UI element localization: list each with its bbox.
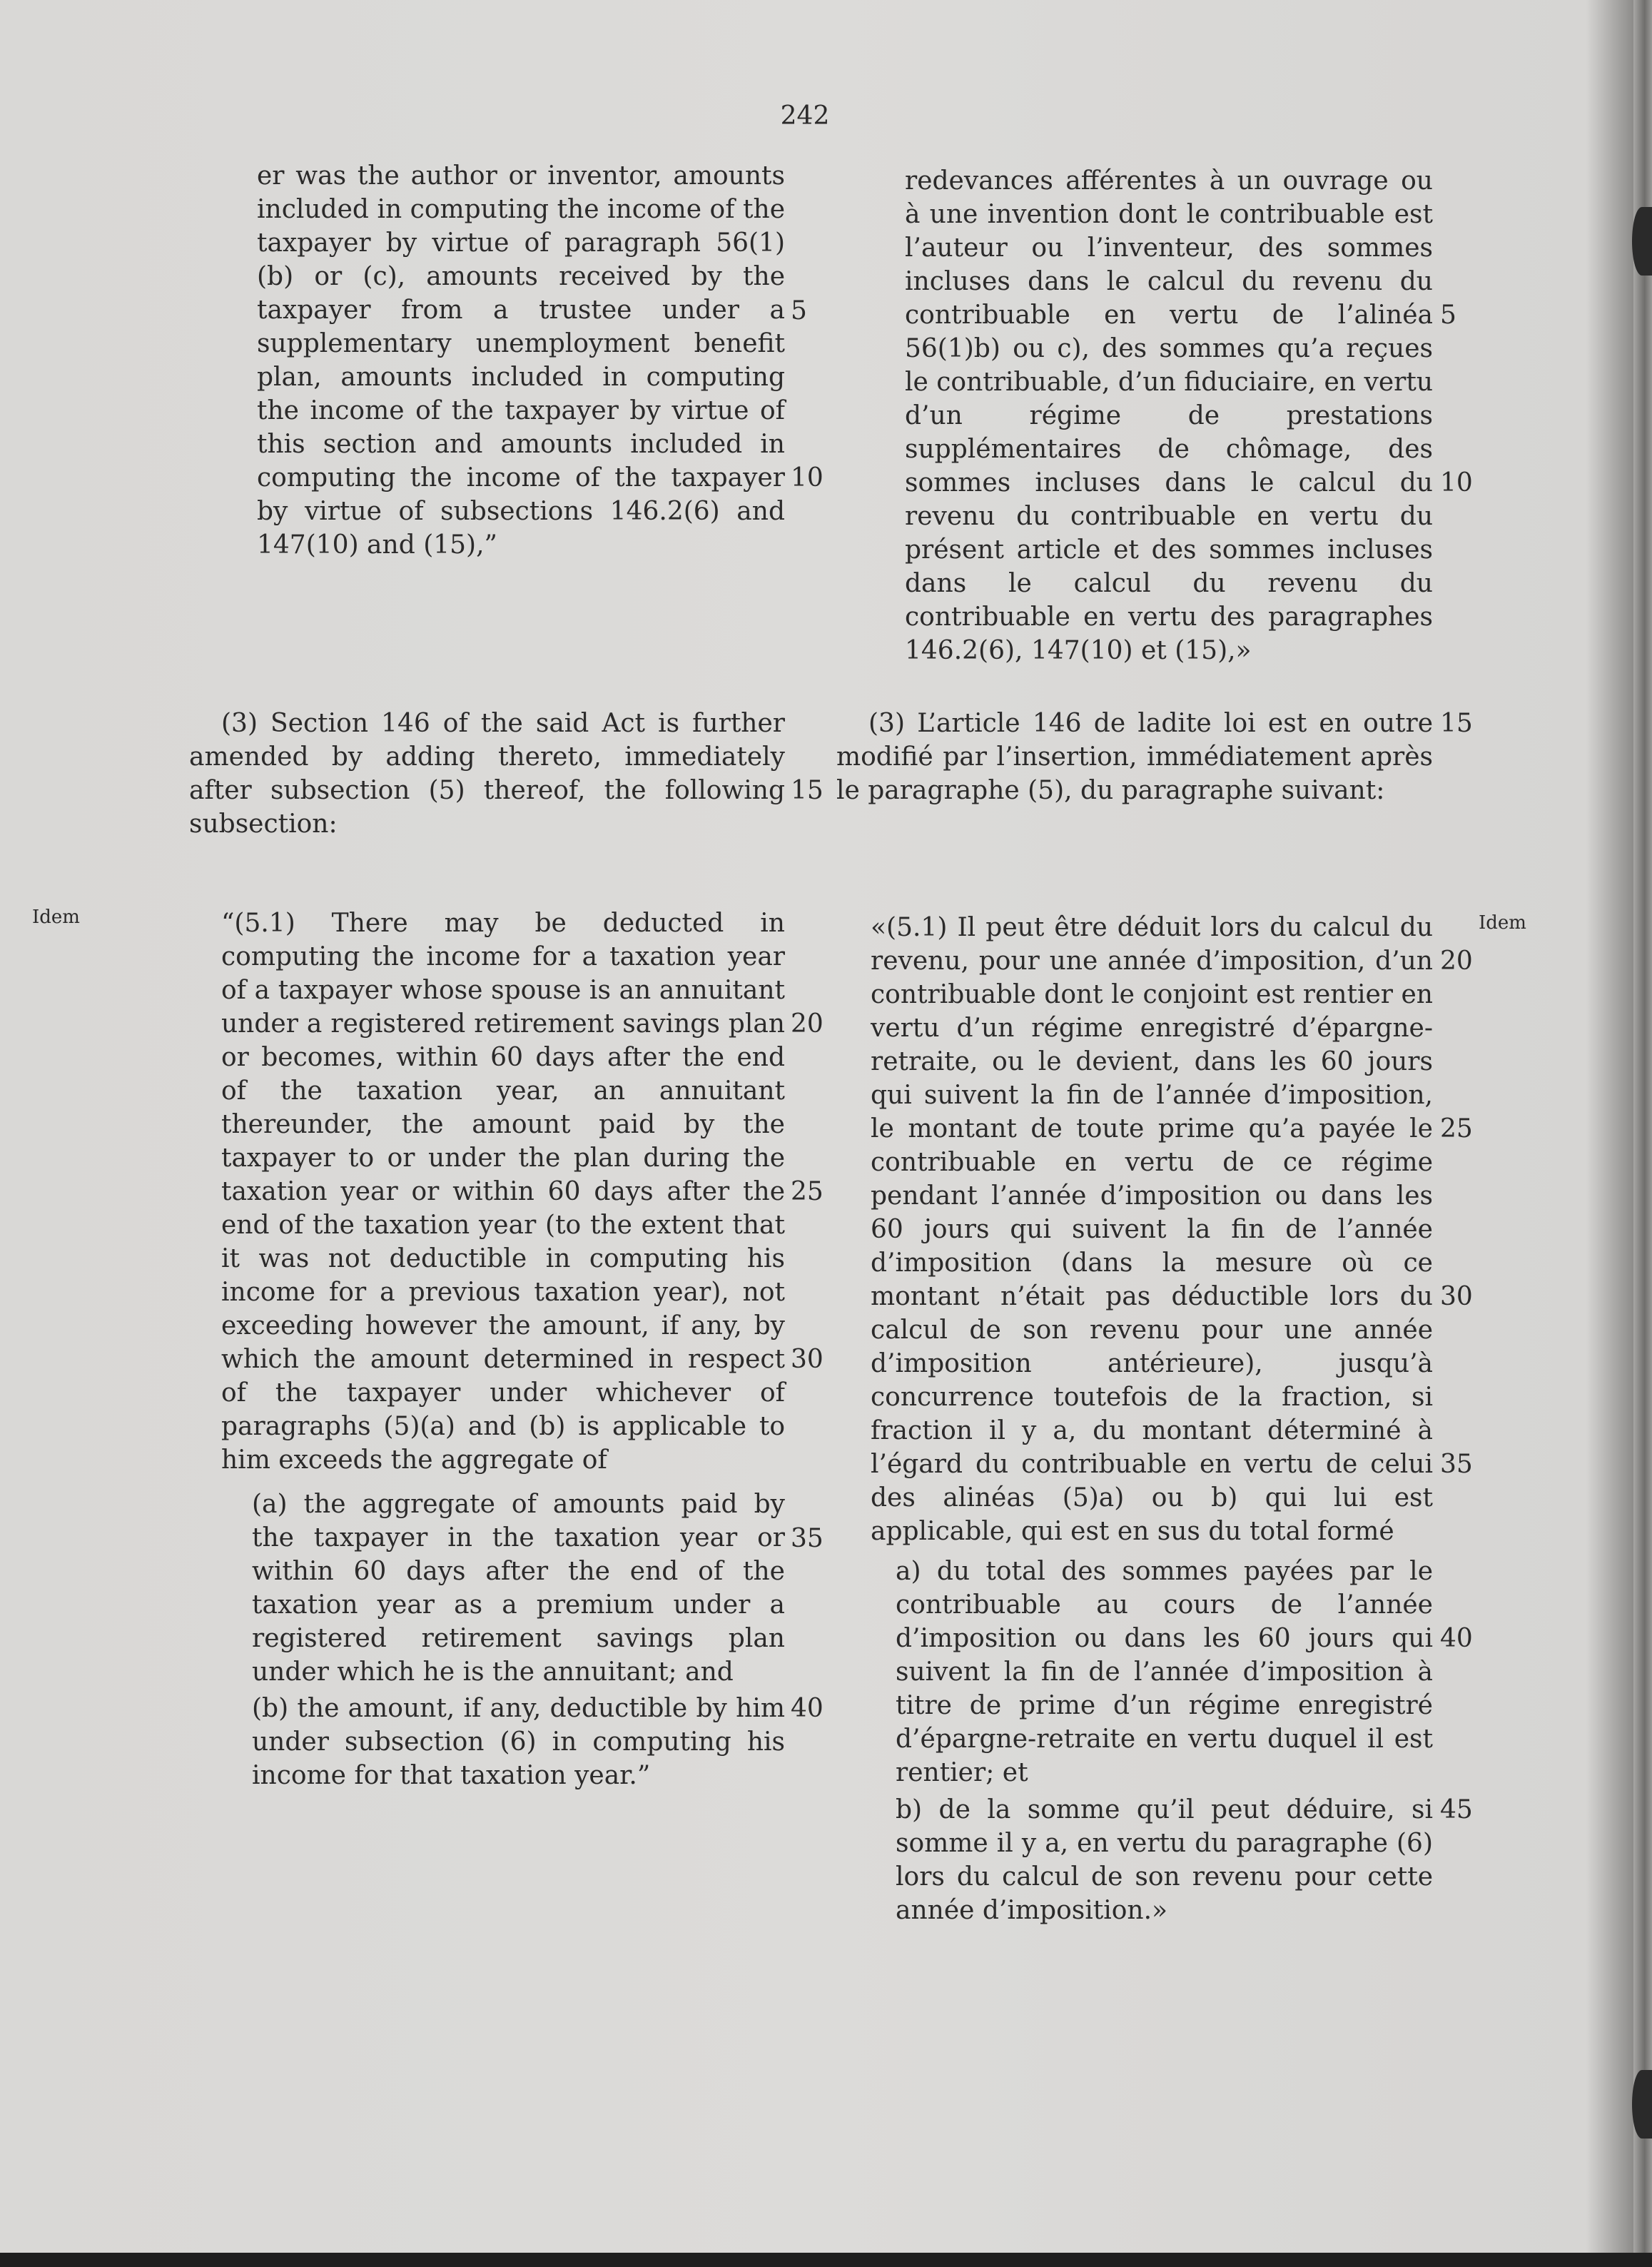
scan-bottom-strip — [0, 2253, 1652, 2267]
french-text: (3) L’article 146 de ladite loi est en outre modifié par l’insertion, immédiatement après le paragraphe (5), du paragraphe suivant: — [836, 709, 1433, 805]
english-amendment-clause — [189, 707, 785, 841]
french-text: a) du total des sommes payées par le contribuable au cours de l’année d’imposition ou dans les 60 jours qui suivent la fin de l’année d’imposition à titre de prime d’un régime enregistré d’épargne-retraite en vertu duquel il est rentier; et — [896, 1557, 1433, 1787]
margin-note-right: Idem — [1479, 912, 1526, 934]
line-number: 10 — [1440, 468, 1473, 498]
french-paragraph-continued — [905, 164, 1433, 667]
english-paragraph-a — [252, 1488, 785, 1689]
page-edge-shadow — [1633, 0, 1652, 2267]
line-number: 25 — [1440, 1114, 1473, 1143]
english-text: er was the author or inventor, amounts included in computing the income of the taxpayer by virtue of paragraph 56(1)(b) or (c), amounts received by the taxpayer from a trustee under a supplementary unemployment benefit plan, amounts included in computing the income of the taxpayer by virtue of this section and amounts included in computing the income of the taxpayer by virtue of subsections 146.2(6) and 147(10) and (15),” — [257, 161, 785, 560]
english-paragraph-continued — [257, 159, 785, 562]
line-number: 25 — [791, 1177, 824, 1206]
english-text: (a) the aggregate of amounts paid by the taxpayer in the taxation year or within 60 days after the end of the taxation year as a premium under a registered retirement savings plan under which he is the annuitant; and — [252, 1490, 785, 1687]
line-number: 30 — [1440, 1282, 1473, 1311]
page-number: 242 — [780, 101, 830, 131]
french-text: redevances afférentes à un ouvrage ou à une invention dont le contribuable est l’auteur ou l’inventeur, des sommes incluses dans le calcul du revenu du contribuable en vertu de l’alinéa 56(1)b) ou c), des sommes qu’a reçues le contribuable, d’un fiduciaire, en vertu d’un régime de prestations supplémentaires de chômage, des sommes incluses dans le calcul du revenu du contribuable en vertu du présent article et des sommes incluses dans le calcul du revenu du contribuable en vertu des paragraphes 146.2(6), 147(10) et (15),» — [905, 166, 1433, 665]
french-amendment-clause — [836, 707, 1433, 807]
french-text: b) de la somme qu’il peut déduire, si somme il y a, en vertu du paragraphe (6) lors du calcul de son revenu pour cette année d’imposition.» — [896, 1795, 1433, 1925]
binder-hole-bottom — [1632, 2070, 1652, 2139]
line-number: 20 — [791, 1009, 824, 1039]
english-text: (3) Section 146 of the said Act is further amended by adding thereto, immediately after subsection (5) thereof, the following subsection: — [189, 709, 785, 839]
line-number: 15 — [1440, 709, 1473, 738]
french-paragraph-a — [896, 1555, 1433, 1789]
french-subsection-5-1 — [871, 911, 1433, 1548]
french-text: «(5.1) Il peut être déduit lors du calcul du revenu, pour une année d’imposition, d’un contribuable dont le conjoint est rentier en vertu d’un régime enregistré d’épargne-retraite, ou le devient, dans les 60 jours qui suivent la fin de l’année d’imposition, le montant de toute prime qu’a payée le contribuable en vertu de ce régime pendant l’année d’imposition ou dans les 60 jours qui suivent la fin de l’année d’imposition (dans la mesure où ce montant n’était pas déductible lors du calcul de son revenu pour une année d’imposition antérieure), jusqu’à concurrence toutefois de la fraction, si fraction il y a, du montant déterminé à l’égard du contribuable en vertu de celui des alinéas (5)a) ou b) qui lui est applicable, qui est en sus du total formé — [871, 913, 1433, 1546]
line-number: 15 — [791, 776, 824, 805]
line-number: 20 — [1440, 946, 1473, 976]
line-number: 35 — [791, 1524, 824, 1553]
line-number: 10 — [791, 463, 824, 493]
line-number: 5 — [791, 296, 807, 325]
english-text: (b) the amount, if any, deductible by him under subsection (6) in computing his income for that taxation year.” — [252, 1694, 785, 1790]
line-number: 5 — [1440, 301, 1456, 330]
english-subsection-5-1 — [221, 907, 785, 1477]
line-number: 40 — [791, 1694, 824, 1723]
french-paragraph-b — [896, 1793, 1433, 1927]
english-text: “(5.1) There may be deducted in computing the income for a taxation year of a taxpayer whose spouse is an annuitant under a registered retirement savings plan or becomes, within 60 days after the end of the taxation year, an annuitant thereunder, the amount paid by the taxpayer to or under the plan during the taxation year or within 60 days after the end of the taxation year (to the extent that it was not deductible in computing his income for a previous taxation year), not exceeding however the amount, if any, by which the amount determined in respect of the taxpayer under whichever of paragraphs (5)(a) and (b) is applicable to him exceeds the aggregate of — [221, 909, 785, 1475]
line-number: 35 — [1440, 1450, 1473, 1479]
margin-note-left: Idem — [32, 907, 80, 928]
english-paragraph-b — [252, 1692, 785, 1792]
binder-hole-top — [1632, 207, 1652, 276]
line-number: 45 — [1440, 1795, 1473, 1824]
line-number: 40 — [1440, 1624, 1473, 1653]
line-number: 30 — [791, 1345, 824, 1374]
